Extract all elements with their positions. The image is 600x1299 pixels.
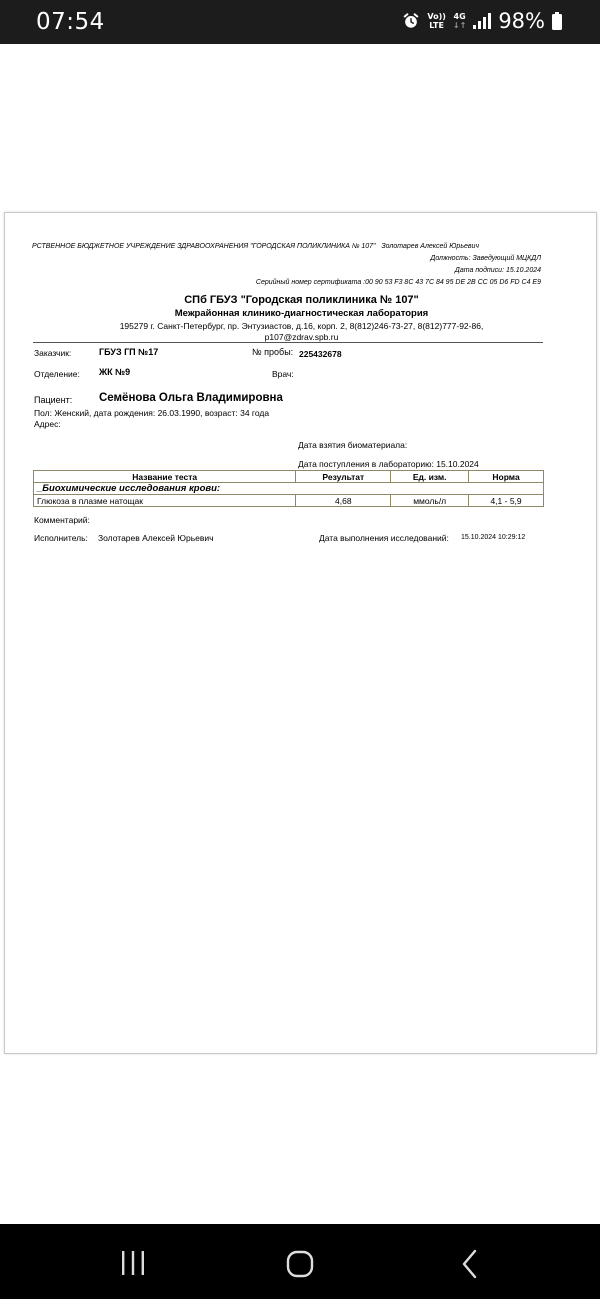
lab-received-date: Дата поступления в лабораторию: 15.10.2024	[298, 459, 479, 469]
section-row	[34, 483, 544, 495]
patient-info: Пол: Женский, дата рождения: 26.03.1990, возраст: 34 года	[34, 408, 270, 418]
home-icon[interactable]	[286, 1250, 314, 1278]
customer-label: Заказчик:	[34, 348, 72, 358]
biomaterial-date: Дата взятия биоматериала:	[298, 440, 408, 450]
signature-block-org	[32, 243, 479, 250]
header-norm: Норма	[469, 471, 544, 483]
address-line-2: p107@zdrav.spb.ru	[264, 332, 339, 342]
status-bar	[0, 0, 600, 44]
test-unit: ммоль/л	[391, 495, 469, 507]
battery-icon	[552, 12, 562, 30]
table-row	[34, 495, 544, 507]
comment-label: Комментарий:	[34, 515, 90, 525]
signer-position: Должность: Заведующий МЦКДЛ	[430, 255, 541, 262]
clinic-name: СПб ГБУЗ "Городская поликлиника № 107"	[184, 294, 419, 306]
recents-icon[interactable]	[119, 1250, 147, 1276]
test-norm: 4,1 - 5,9	[469, 495, 544, 507]
patient-label: Пациент:	[34, 395, 73, 405]
executor-name: Золотарев Алексей Юрьевич	[98, 533, 214, 543]
header-org: РСТВЕННОЕ БЮДЖЕТНОЕ УЧРЕЖДЕНИЕ ЗДРАВООХРАНЕНИЯ "ГОРОДСКАЯ ПОЛИКЛИНИКА № 107"	[32, 243, 376, 250]
network-indicator	[453, 12, 466, 30]
signal-icon	[473, 13, 491, 29]
section-title: _Биохимические исследования крови:	[34, 483, 544, 495]
results-header-row	[34, 471, 544, 483]
header-result: Результат	[296, 471, 391, 483]
sign-date: Дата подписи: 15.10.2024	[454, 267, 541, 274]
battery-percent: 98%	[498, 9, 545, 33]
address-line-1: 195279 г. Санкт-Петербург, пр. Энтузиастов, д.16, корп. 2, 8(812)246-73-27, 8(812)777-92-86,	[119, 321, 484, 331]
test-result: 4,68	[296, 495, 391, 507]
header-unit: Ед. изм.	[391, 471, 469, 483]
network-arrows: ↓↑	[452, 21, 467, 30]
signer-name: Золотарев Алексей Юрьевич	[381, 243, 480, 250]
department-value: ЖК №9	[99, 367, 131, 377]
header-test-name: Название теста	[34, 471, 296, 483]
results-table	[33, 470, 544, 507]
alarm-icon	[402, 12, 420, 30]
volte-line1: Vo))	[427, 12, 446, 21]
address-label: Адрес:	[34, 419, 61, 429]
network-label: 4G	[453, 12, 466, 21]
sample-label: № пробы:	[252, 347, 294, 357]
lab-name: Межрайонная клинико-диагностическая лаборатория	[174, 308, 429, 319]
doctor-label: Врач:	[272, 369, 294, 379]
navigation-bar	[0, 1224, 600, 1299]
completion-label: Дата выполнения исследований:	[319, 533, 449, 543]
volte-indicator	[427, 12, 446, 30]
customer-value: ГБУЗ ГП №17	[99, 347, 159, 357]
header-divider	[33, 342, 543, 343]
sample-value: 225432678	[299, 349, 342, 359]
test-name: Глюкоза в плазме натощак	[34, 495, 296, 507]
department-label: Отделение:	[34, 369, 80, 379]
back-icon[interactable]	[460, 1249, 480, 1279]
status-indicators	[402, 9, 562, 33]
executor-label: Исполнитель:	[34, 533, 88, 543]
volte-line2: LTE	[429, 21, 444, 30]
patient-name: Семёнова Ольга Владимировна	[99, 392, 283, 404]
completion-value: 15.10.2024 10:29:12	[461, 534, 526, 541]
lab-report-document	[4, 212, 597, 1054]
status-time: 07:54	[36, 9, 105, 35]
certificate-serial: Серийный номер сертификата :00 90 53 F3 8C 43 7C 84 95 DE 2B CC 05 D6 FD C4 E9	[255, 279, 541, 286]
